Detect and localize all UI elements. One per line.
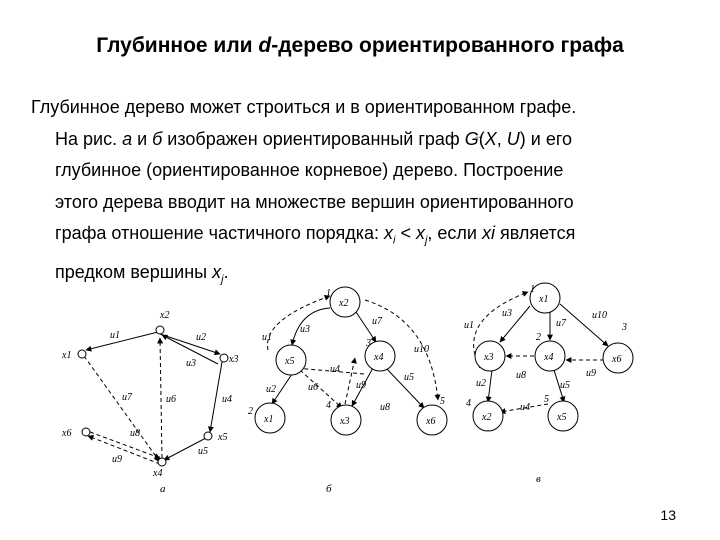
num-b-4: 4 — [326, 400, 331, 411]
edge-a-u1 — [86, 332, 158, 350]
figure-a — [78, 326, 228, 466]
edge-b-u6 — [300, 370, 342, 408]
page-number: 13 — [660, 507, 676, 523]
label-a-x6: x6 — [62, 428, 72, 439]
node-a-x1 — [78, 350, 86, 358]
label-c-u4: u4 — [520, 402, 530, 413]
label-b-x4: x4 — [374, 352, 384, 363]
label-b-u7: u7 — [372, 316, 382, 327]
edge-a-u7 — [84, 356, 160, 462]
num-b-1: 1 — [326, 288, 331, 299]
label-b-u9: u9 — [356, 380, 366, 391]
figure-b — [255, 287, 447, 435]
label-c-x6: x6 — [612, 354, 622, 365]
label-a-u1: u1 — [110, 330, 120, 341]
slide-title: Глубинное или d-дерево ориентированного графа — [96, 34, 624, 57]
label-a-u7: u7 — [122, 392, 132, 403]
label-b-u3: u3 — [300, 324, 310, 335]
label-c-u8: u8 — [516, 370, 526, 381]
num-c-1: 1 — [530, 284, 535, 295]
label-a-u4: u4 — [222, 394, 232, 405]
label-a-x2: x2 — [160, 310, 170, 321]
label-b-u2: u2 — [266, 384, 276, 395]
label-b-u8: u8 — [380, 402, 390, 413]
label-a-u6: u6 — [166, 394, 176, 405]
label-b-u10: u10 — [414, 344, 429, 355]
num-b-2: 2 — [248, 406, 253, 417]
node-a-x3 — [220, 354, 228, 362]
label-c-u2: u2 — [476, 378, 486, 389]
para-line-5: графа отношение частичного порядка: $x_i < x_j$, если xi является — [55, 223, 576, 247]
label-a-x4: x4 — [153, 468, 163, 479]
label-a-u8: u8 — [130, 428, 140, 439]
label-c-x4: x4 — [544, 352, 554, 363]
para-line-1: Глубинное дерево может строиться и в ориентированном графе. — [31, 97, 577, 117]
label-a-x5: x5 — [218, 432, 228, 443]
para-line-6: предком вершины $x_j$. — [55, 262, 229, 286]
label-c-u10: u10 — [592, 310, 607, 321]
label-a-u9: u9 — [112, 454, 122, 465]
num-c-3: 3 — [622, 322, 627, 333]
label-c-x5: x5 — [557, 412, 567, 423]
label-c-u1: u1 — [464, 320, 474, 331]
label-a-x1: x1 — [62, 350, 72, 361]
edge-a-u4 — [210, 362, 222, 432]
node-a-x6 — [82, 428, 90, 436]
label-c-u7: u7 — [556, 318, 566, 329]
label-a-u5: u5 — [198, 446, 208, 457]
para-line-4: этого дерева вводит на множестве вершин ориентированного — [55, 191, 574, 212]
label-b-x1: x1 — [264, 414, 274, 425]
edge-a-u2 — [160, 334, 220, 354]
para-line-3: глубинное (ориентированное корневое) дерево. Построение — [55, 160, 564, 180]
edge-b-u3 — [268, 296, 330, 350]
edge-a-u6 — [160, 338, 162, 458]
label-b-u4: u4 — [330, 364, 340, 375]
caption-b: б — [326, 483, 332, 495]
label-c-u9: u9 — [586, 368, 596, 379]
edge-a-u9 — [88, 436, 160, 464]
caption-c: в — [536, 473, 541, 485]
label-c-x2: x2 — [482, 412, 492, 423]
label-c-u5: u5 — [560, 380, 570, 391]
label-c-u3: u3 — [502, 308, 512, 319]
num-b-5: 5 — [440, 396, 445, 407]
edge-b-u8 — [345, 358, 355, 404]
label-b-u5: u5 — [404, 372, 414, 383]
edge-a-u8 — [90, 432, 160, 458]
num-c-2: 2 — [536, 332, 541, 343]
edge-c-u2 — [488, 370, 492, 402]
label-b-u6: u6 — [308, 382, 318, 393]
label-a-x3: x3 — [229, 354, 239, 365]
label-b-x3: x3 — [340, 416, 350, 427]
caption-a: а — [160, 483, 166, 495]
label-b-u1: u1 — [262, 332, 272, 343]
num-b-3: 3 — [366, 338, 371, 349]
node-a-x5 — [204, 432, 212, 440]
num-c-4: 4 — [466, 398, 471, 409]
label-c-x3: x3 — [484, 352, 494, 363]
para-line-2: На рис. а и б изображен ориентированный граф G →(X, U) и его — [31, 124, 691, 156]
node-a-x2 — [156, 326, 164, 334]
label-c-x1: x1 — [539, 294, 549, 305]
label-b-x6: x6 — [426, 416, 436, 427]
node-a-x4 — [158, 458, 166, 466]
label-b-x5: x5 — [285, 356, 295, 367]
label-b-x2: x2 — [339, 298, 349, 309]
edge-b-u1 — [292, 308, 330, 345]
label-a-u2: u2 — [196, 332, 206, 343]
label-a-u3: u3 — [186, 358, 196, 369]
num-c-5: 5 — [544, 394, 549, 405]
